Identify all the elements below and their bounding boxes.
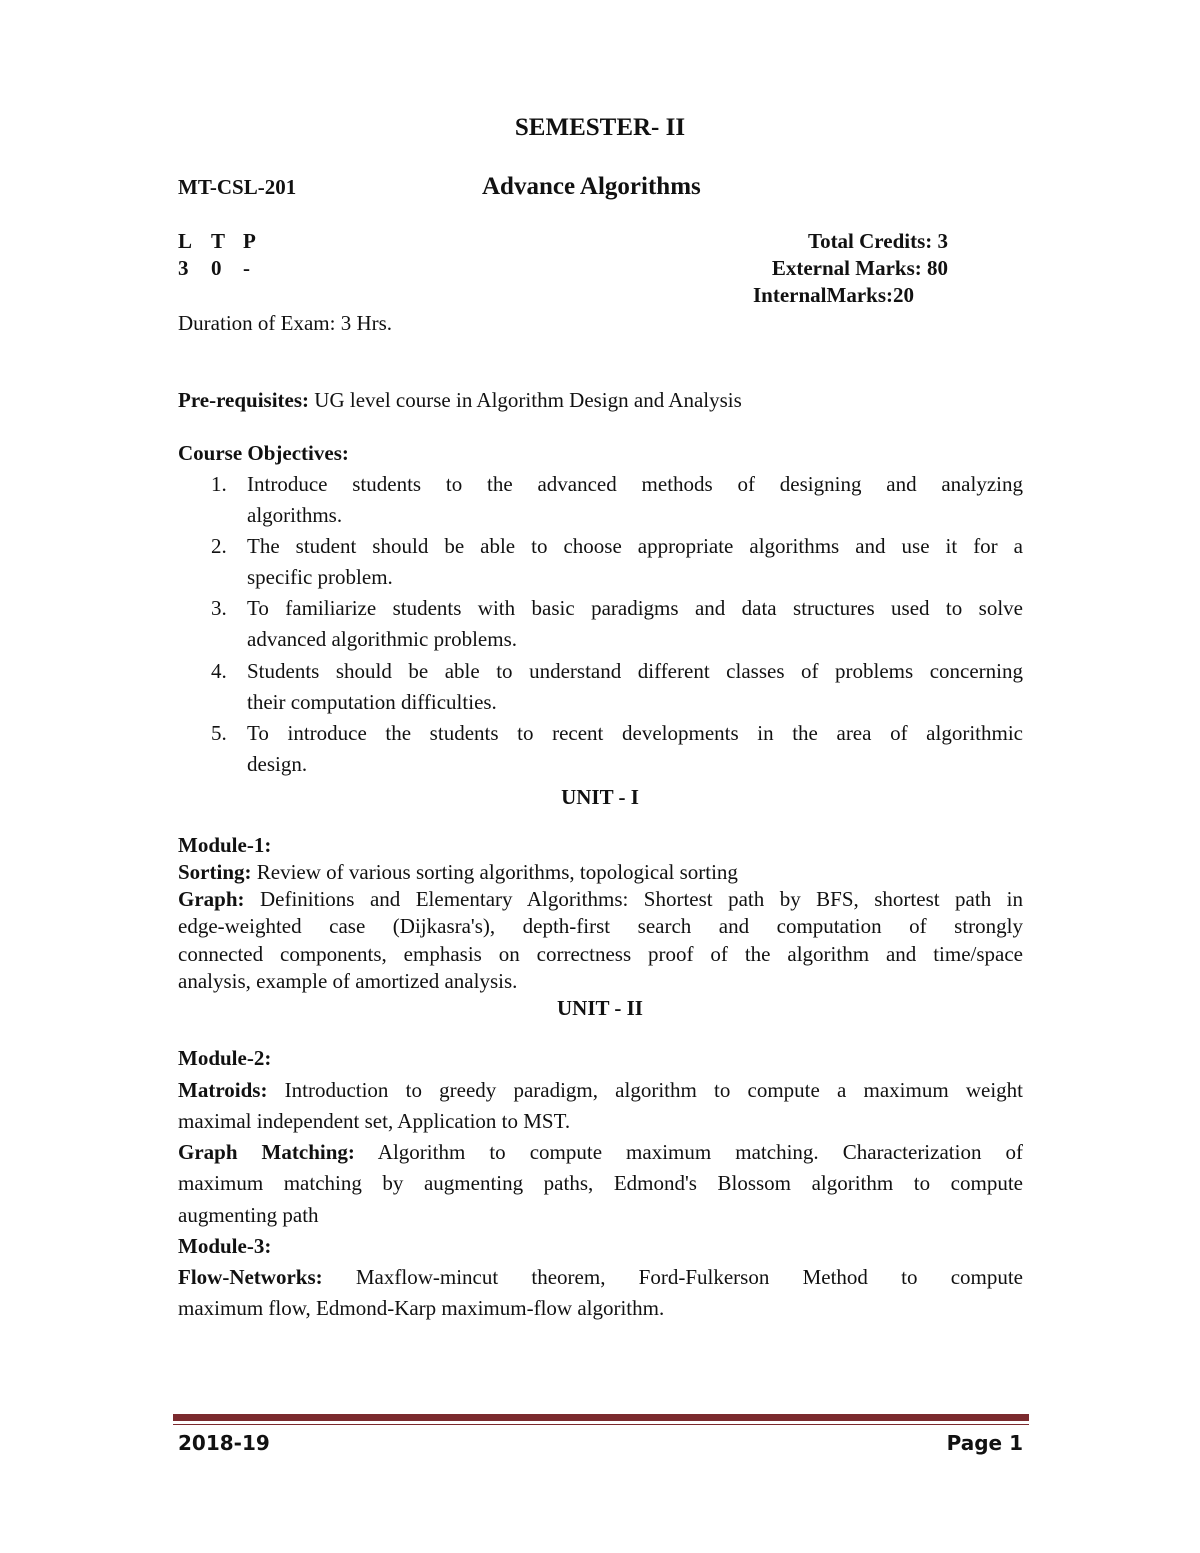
objective-number: 1. (211, 472, 227, 496)
matroids-label: Matroids: (178, 1078, 268, 1102)
flow-topic-line: maximum flow, Edmond-Karp maximum-flow algorithm. (178, 1296, 665, 1320)
prerequisites (178, 388, 742, 413)
sorting-topic (178, 860, 738, 885)
sorting-text: Review of various sorting algorithms, topological sorting (256, 860, 738, 884)
objective-line: Students should be able to understand different classes of problems concerning (247, 659, 1023, 683)
internal-marks: InternalMarks:20 (753, 283, 914, 307)
matching-topic-line: maximum matching by augmenting paths, Edmond's Blossom algorithm to compute (178, 1171, 1023, 1195)
objective-line: specific problem. (247, 565, 393, 589)
flow-label: Flow-Networks: (178, 1265, 323, 1289)
graph-topic-line: edge-weighted case (Dijkasra's), depth-first search and computation of strongly (178, 914, 1023, 938)
objective-line: Introduce students to the advanced methods of designing and analyzing (247, 472, 1023, 496)
matroids-topic-line (178, 1078, 1023, 1103)
matching-topic-line (178, 1140, 1023, 1165)
matching-topic-line: augmenting path (178, 1203, 319, 1227)
objective-number: 3. (211, 596, 227, 620)
total-credits: Total Credits: 3 (807, 229, 948, 253)
unit-2-heading: UNIT - II (557, 996, 643, 1020)
matroids-topic-line: maximal independent set, Application to MST. (178, 1109, 571, 1133)
footer-rule-thin (173, 1424, 1029, 1425)
objective-line: The student should be able to choose appropriate algorithms and use it for a (247, 534, 1023, 558)
objective-number: 4. (211, 659, 227, 683)
prerequisites-text: UG level course in Algorithm Design and Analysis (314, 388, 742, 412)
objective-line: To familiarize students with basic paradigms and data structures used to solve (247, 596, 1023, 620)
graph-topic-line: analysis, example of amortized analysis. (178, 969, 518, 993)
ltp-label-p: P (243, 229, 256, 253)
unit-1-heading: UNIT - I (561, 785, 639, 809)
module-3-heading: Module-3: (178, 1234, 272, 1258)
graph-topic-line (178, 887, 1023, 912)
graph-text: Definitions and Elementary Algorithms: Shortest path by BFS, shortest path in (259, 887, 1023, 911)
semester-heading: SEMESTER- II (514, 114, 686, 141)
objective-line: To introduce the students to recent developments in the area of algorithmic (247, 721, 1023, 745)
ltp-label-t: T (211, 229, 226, 253)
ltp-label-l: L (178, 229, 193, 253)
flow-text: Maxflow-mincut theorem, Ford-Fulkerson Method to compute (355, 1265, 1024, 1289)
module-2-heading: Module-2: (178, 1046, 272, 1070)
ltp-value-l: 3 (178, 256, 189, 280)
matching-text: Algorithm to compute maximum matching. Characterization of (377, 1140, 1023, 1164)
ltp-value-t: 0 (211, 256, 222, 280)
objective-line: advanced algorithmic problems. (247, 627, 517, 651)
graph-topic-line: connected components, emphasis on correctness proof of the algorithm and time/space (178, 942, 1023, 966)
objective-number: 5. (211, 721, 227, 745)
external-marks: External Marks: 80 (771, 256, 948, 280)
matching-label: Graph Matching: (178, 1140, 355, 1164)
module-1-heading: Module-1: (178, 833, 272, 857)
footer-rule (173, 1414, 1029, 1421)
ltp-value-p: - (243, 256, 250, 280)
course-code: MT-CSL-201 (178, 175, 297, 199)
footer-year: 2018-19 (178, 1431, 270, 1455)
sorting-label: Sorting: (178, 860, 252, 884)
course-title: Advance Algorithms (482, 173, 701, 200)
objectives-heading: Course Objectives: (178, 441, 349, 465)
prerequisites-label: Pre-requisites: (178, 388, 310, 412)
flow-topic-line (178, 1265, 1023, 1290)
objective-number: 2. (211, 534, 227, 558)
page-number: Page 1 (946, 1431, 1023, 1455)
exam-duration: Duration of Exam: 3 Hrs. (178, 311, 393, 335)
objective-line: algorithms. (247, 503, 343, 527)
objective-line: their computation difficulties. (247, 690, 497, 714)
objective-line: design. (247, 752, 308, 776)
matroids-text: Introduction to greedy paradigm, algorithm to compute a maximum weight (284, 1078, 1024, 1102)
graph-label: Graph: (178, 887, 245, 911)
